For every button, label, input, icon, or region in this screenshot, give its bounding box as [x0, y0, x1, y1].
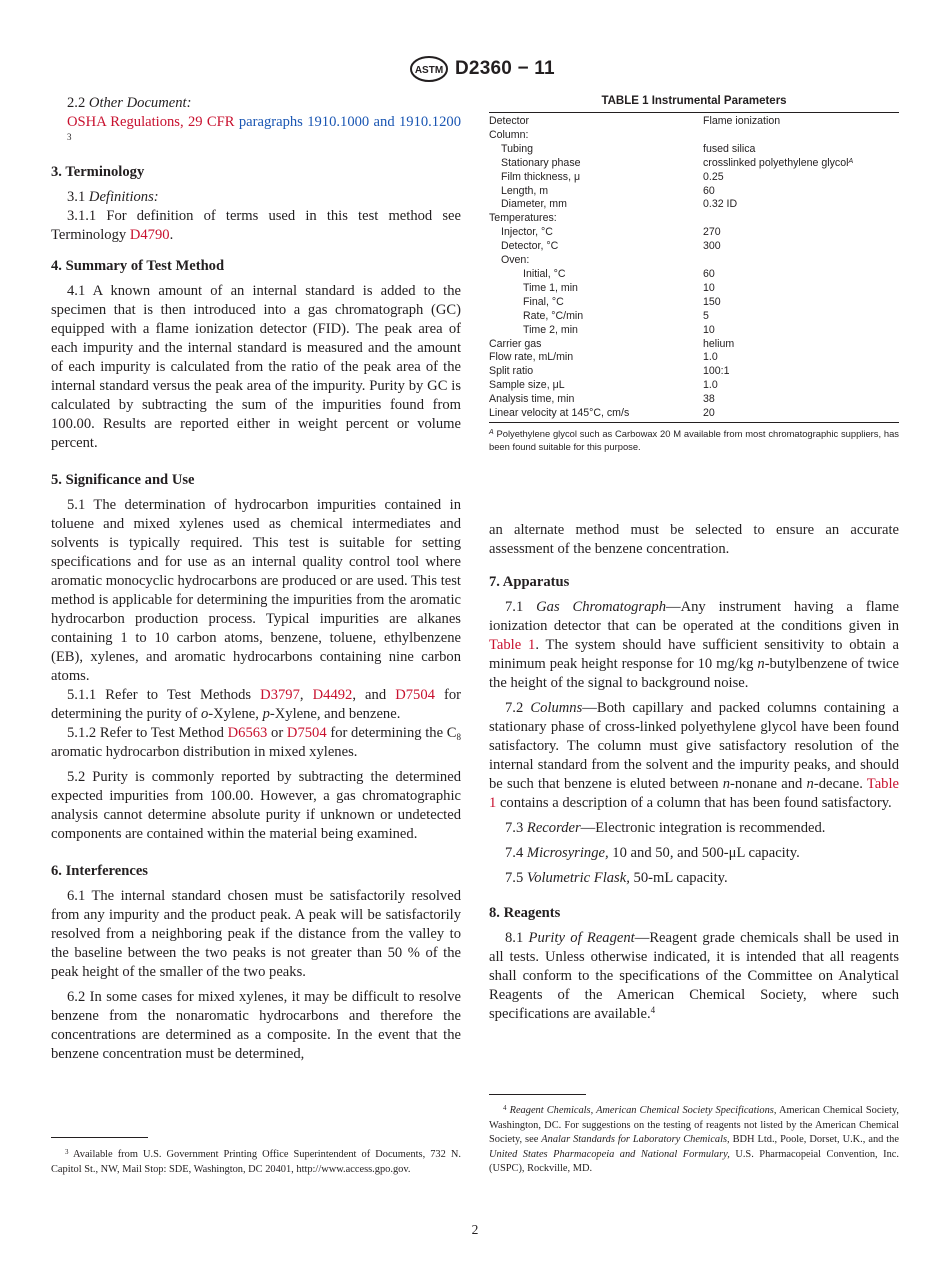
- section-5-1-1: 5.1.1 Refer to Test Methods D3797, D4492, and D7504 for determining the purity of o-Xylene, p-Xylene, and benzene.: [51, 687, 462, 722]
- value-cell: 0.25: [703, 170, 724, 183]
- d4790-link[interactable]: D4790: [129, 227, 170, 243]
- table-body: [489, 113, 899, 423]
- table-row: [489, 129, 899, 143]
- section-2-2: 2.2 Other Document:: [67, 95, 192, 111]
- table-row: [489, 365, 899, 379]
- table-1-link-2[interactable]: Table 1: [489, 776, 899, 811]
- footnote-rule-right: [489, 1094, 586, 1095]
- section-6-2: 6.2 In some cases for mixed xylenes, it may be difficult to resolve benzene from the nonaromatic hydrocarbons and therefore the concentrations are determined as a composite. In the event that the benzene concentration must be determined,: [51, 989, 461, 1062]
- table-row: [489, 310, 899, 324]
- document-designation: D2360 − 11: [455, 58, 555, 79]
- parameter-cell: Sample size, μL: [489, 379, 565, 392]
- section-7-3: 7.3 Recorder—Electronic integration is recommended.: [505, 820, 826, 836]
- parameter-cell: Injector, °C: [501, 226, 553, 239]
- table-row: [489, 379, 899, 393]
- table-row: [489, 393, 899, 407]
- osha-link[interactable]: OSHA Regulations, 29 CFR: [67, 114, 235, 130]
- parameter-cell: Initial, °C: [523, 267, 566, 280]
- astm-logo-icon: [409, 56, 449, 82]
- parameter-cell: Carrier gas: [489, 337, 542, 350]
- right-column: [489, 521, 899, 1024]
- parameter-cell: Temperatures:: [489, 212, 557, 225]
- value-cell: [703, 129, 899, 143]
- value-cell: Flame ionization: [703, 113, 899, 129]
- parameter-cell: Time 2, min: [523, 323, 578, 336]
- parameter-cell: Tubing: [501, 142, 533, 155]
- value-cell: [703, 254, 899, 268]
- d4492-link[interactable]: D4492: [312, 687, 353, 703]
- value-cell: 5: [703, 309, 709, 322]
- d7504-link-2[interactable]: D7504: [286, 725, 327, 741]
- table-row: [489, 157, 899, 171]
- table-row: [489, 268, 899, 282]
- parameter-cell: Linear velocity at 145°C, cm/s: [489, 407, 703, 422]
- value-cell: 10: [703, 281, 715, 294]
- parameter-cell: Stationary phase: [501, 156, 581, 169]
- parameter-cell: Film thickness, μ: [501, 170, 581, 183]
- section-5-2: 5.2 Purity is commonly reported by subtracting the determined expected impurities from 100.00. However, a gas chromatographic analysis cannot determine absolute purity if unknown or undetected components are contained within the material being examined.: [51, 769, 461, 842]
- table-1-block: [489, 94, 899, 454]
- section-5-heading: 5. Significance and Use: [51, 472, 195, 488]
- table-row: [489, 198, 899, 212]
- parameter-cell: Oven:: [501, 254, 530, 267]
- section-6-1: 6.1 The internal standard chosen must be satisfactorily resolved from any impurity and the product peak. A peak will be satisfactorily resolved from a neighboring peak if the distance from the valley to the baseline between the two peaks is not greater than 50 % of the peak height of the smaller of the two peaks.: [51, 888, 461, 980]
- footnote-4: $^4$ Reagent Chemicals, American Chemical Society Specifications, American Chemical Society, Washington, DC. For suggestions on the testing of reagents not listed by the American Chemical Society, see Analar Standards for Laboratory Chemicals, BDH Ltd., Poole, Dorset, U.K., and the United States Pharmacopeia and National Formulary, U.S. Pharmacopeial Convention, Inc. (USPC), Rockville, MD.: [489, 1104, 899, 1174]
- section-7-2: 7.2 Columns—Both capillary and packed columns containing a stationary phase of cross-linked polyethylene glycol have been found satisfactory. The column must give satisfactory resolution of the internal standard from the solvent and the impurity peaks, and should be such that benzene is eluted between n-nonane and n-decane. Table 1 contains a description of a column that has been found satisfactory.: [489, 700, 899, 811]
- instrumental-parameters-table: [489, 112, 899, 423]
- table-row: [489, 212, 899, 226]
- value-cell: 150: [703, 295, 721, 308]
- value-cell: 1.0: [703, 379, 718, 392]
- table-row: [489, 324, 899, 338]
- parameter-cell: Column:: [489, 128, 529, 141]
- section-7-1: 7.1 Gas Chromatograph—Any instrument having a flame ionization detector that can be operated at the conditions given in Table 1. The system should have sufficient sensitivity to obtain a minimum peak height response for 10 mg/kg n-butylbenzene of twice the height of the signal to background noise.: [489, 599, 899, 691]
- d7504-link[interactable]: D7504: [395, 687, 435, 703]
- parameter-cell: Detector: [489, 113, 703, 129]
- parameter-cell: Analysis time, min: [489, 393, 575, 406]
- value-cell: 1.0: [703, 351, 718, 364]
- section-3-1: 3.1 Definitions:: [67, 189, 159, 205]
- value-cell: 20: [703, 407, 899, 422]
- parameter-cell: Flow rate, mL/min: [489, 351, 574, 364]
- table-title: TABLE 1 Instrumental Parameters: [601, 95, 787, 107]
- value-cell: 0.32 ID: [703, 198, 738, 211]
- section-7-4: 7.4 Microsyringe, 10 and 50, and 500-μL capacity.: [505, 845, 800, 861]
- value-cell: 38: [703, 393, 715, 406]
- section-4-1: 4.1 A known amount of an internal standard is added to the specimen that is then introduced into a gas chromatograph (GC) equipped with a flame ionization detector (FID). The peak area of each impurity and the internal standard is measured and the amount of each impurity is calculated from the ratio of the peak area of the internal standard versus the peak area of the impurity. Purity by GC is calculated by subtracting the sum of the impurities found from 100.00. Results are reported either in weight percent or volume percent.: [51, 283, 461, 451]
- section-3-heading: 3. Terminology: [51, 164, 145, 180]
- table-note: $^A$ Polyethylene glycol such as Carbowax 20 M available from most chromatographic suppliers, has been found suitable for this purpose.: [489, 427, 899, 453]
- value-cell: 10: [703, 323, 715, 336]
- d6563-link[interactable]: D6563: [227, 725, 268, 741]
- page-number: 2: [471, 1222, 479, 1237]
- osha-reference: OSHA Regulations, 29 CFR paragraphs 1910.1000 and 1910.1200 $^3$: [67, 114, 461, 142]
- value-cell: 60: [703, 184, 715, 197]
- svg-text:ASTM: ASTM: [414, 65, 444, 76]
- parameter-cell: Time 1, min: [523, 281, 578, 294]
- table-row: [489, 296, 899, 310]
- parameter-cell: Detector, °C: [501, 240, 559, 253]
- table-row: [489, 351, 899, 365]
- section-5-1: 5.1 The determination of hydrocarbon impurities contained in toluene and mixed xylenes used as chemical intermediates and solvents is typically required. This test is suitable for setting specifications and for use as an internal quality control tool where aromatic monocyclic hydrocarbons are produced or are used. This test method is applicable for determining the impurities from the aromatic hydrocarbon production process. Typical impurities are alkanes containing 1 to 10 carbon atoms, benzene, toluene, ethylbenzene (EB), xylenes, and aromatic hydrocarbons containing nine carbon atoms.: [51, 497, 461, 684]
- table-row: [489, 185, 899, 199]
- section-8-1: 8.1 Purity of Reagent—Reagent grade chemicals shall be used in all tests. Unless otherwise indicated, it is intended that all reagents shall conform to the specifications of the Committee on Analytical Reagents of the American Chemical Society, where such specifications are available.$^4$: [489, 930, 899, 1022]
- table-1-link[interactable]: Table 1: [489, 637, 536, 653]
- parameter-cell: Rate, °C/min: [523, 309, 584, 322]
- table-row: [489, 338, 899, 352]
- section-6-heading: 6. Interferences: [51, 863, 148, 879]
- value-cell: 300: [703, 240, 721, 253]
- table-row: [489, 226, 899, 240]
- parameter-cell: Final, °C: [523, 295, 564, 308]
- value-cell: [703, 212, 899, 226]
- table-row: [489, 282, 899, 296]
- value-cell: crosslinked polyethylene glycol$^A$: [703, 156, 854, 169]
- table-row: [489, 240, 899, 254]
- footnote-rule-left: [51, 1137, 148, 1138]
- d3797-link[interactable]: D3797: [260, 687, 300, 703]
- footnote-3: $^3$ Available from U.S. Government Printing Office Superintendent of Documents, 732 N. Capitol St., NW, Mail Stop: SDE, Washington, DC 20401, http://www.access.gpo.gov.: [51, 1148, 462, 1175]
- section-7-5: 7.5 Volumetric Flask, 50-mL capacity.: [505, 870, 728, 886]
- table-row: [489, 113, 899, 129]
- value-cell: 60: [703, 267, 715, 280]
- parameter-cell: Diameter, mm: [501, 198, 567, 211]
- table-row: [489, 254, 899, 268]
- value-cell: 100:1: [703, 365, 730, 378]
- table-row: [489, 143, 899, 157]
- section-6-2-continued: an alternate method must be selected to ensure an accurate assessment of the benzene concentration.: [489, 522, 899, 557]
- section-8-heading: 8. Reagents: [489, 905, 561, 921]
- left-column: [51, 94, 461, 1064]
- section-3-1-1: 3.1.1 For definition of terms used in this test method see Terminology D4790.: [51, 208, 461, 243]
- table-row: [489, 171, 899, 185]
- value-cell: fused silica: [703, 142, 756, 155]
- cfr-paragraphs-link[interactable]: paragraphs 1910.1000 and 1910.1200: [238, 114, 461, 130]
- section-4-heading: 4. Summary of Test Method: [51, 258, 225, 274]
- value-cell: 270: [703, 226, 721, 239]
- page-header: [0, 56, 950, 84]
- parameter-cell: Length, m: [501, 184, 549, 197]
- table-row: [489, 407, 899, 422]
- section-7-heading: 7. Apparatus: [489, 574, 570, 590]
- value-cell: helium: [703, 337, 735, 350]
- parameter-cell: Split ratio: [489, 365, 534, 378]
- section-5-1-2: 5.1.2 Refer to Test Method D6563 or D7504 for determining the $C_8$ aromatic hydrocarbon distribution in mixed xylenes.: [51, 725, 461, 760]
